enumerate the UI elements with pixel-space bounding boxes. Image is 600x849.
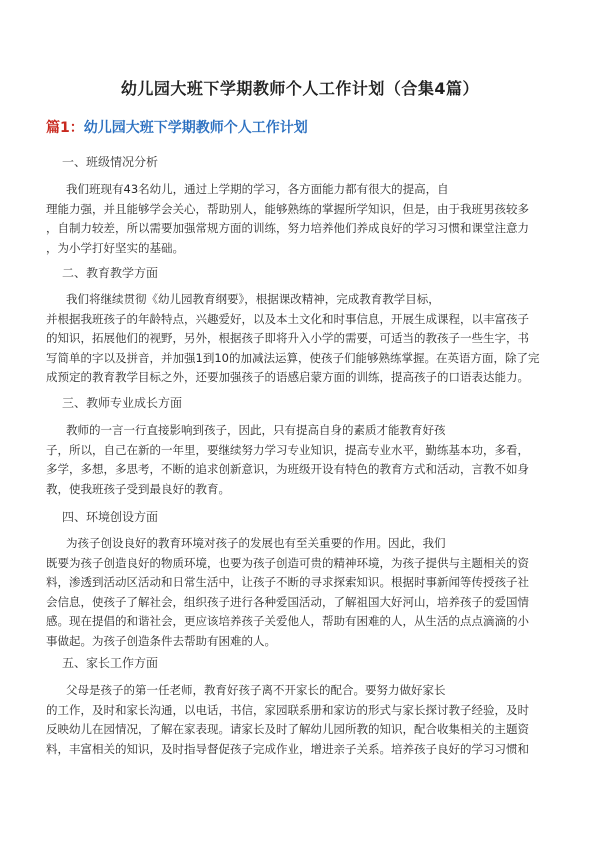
- paragraph-line: 教师的一言一行直接影响到孩子，因此，只有提高自身的素质才能教育好孩: [66, 423, 446, 437]
- paragraph-line: 成预定的教育教学目标之外，还要加强孩子的语感启蒙方面的训练，提高孩子的口语表达能力。: [46, 370, 529, 384]
- section-paragraph: [46, 290, 566, 388]
- paragraph-line: 为孩子创设良好的教育环境对孩子的发展也有至关重要的作用。因此，我们: [66, 536, 446, 550]
- paragraph-line: 多学，多想，多思考，不断的追求创新意识，为班级开设有特色的教育方式和活动，言教不如身: [46, 462, 529, 476]
- section-heading: 五、家长工作方面: [62, 656, 159, 670]
- paragraph-line: 既要为孩子创造良好的物质环境，也要为孩子创造可贵的精神环境，为孩子提供与主题相关的资: [46, 555, 529, 570]
- paragraph-line: 的知识，拓展他们的视野，另外，根据孩子即将升入小学的需要，可适当的教孩子一些生字，书: [46, 331, 529, 345]
- chapter-title: [46, 117, 308, 137]
- section-heading: 三、教师专业成长方面: [62, 396, 183, 410]
- paragraph-line: ，自制力较差，所以需要加强常规方面的训练，努力培养他们养成良好的学习习惯和课堂注意力: [46, 221, 529, 235]
- paragraph-line: 父母是孩子的第一任老师，教育好孩子离不开家长的配合。要努力做好家长: [66, 683, 446, 697]
- paragraph-line: 料，丰富相关的知识，及时指导督促孩子完成作业，增进亲子关系。培养孩子良好的学习习惯和: [46, 741, 529, 756]
- section-heading: 四、环境创设方面: [62, 510, 159, 524]
- paragraph-line: 反映幼儿在园情况，了解在家表现。请家长及时了解幼儿园所教的知识，配合收集相关的主题资: [46, 722, 529, 736]
- paragraph-line: 的工作，及时和家长沟通，以电话，书信，家园联系册和家访的形式与家长探讨教子经验，及时: [46, 702, 529, 717]
- paragraph-line: 并根据我班孩子的年龄特点，兴趣爱好，以及本土文化和时事信息，开展生成课程，以丰富孩子: [46, 311, 529, 326]
- paragraph-line: 子，所以，自己在新的一年里，要继续努力学习专业知识，提高专业水平，勤练基本功，多看，: [46, 442, 529, 457]
- document-title: 幼儿园大班下学期教师个人工作计划（合集4篇）: [120, 79, 480, 98]
- paragraph-line: 写简单的字以及拼音，并加强1到10的加减法运算，使孩子们能够熟练掌握。在英语方面，除了完: [46, 350, 540, 365]
- paragraph-line: ，为小学打好坚实的基础。: [46, 240, 184, 255]
- section-paragraph: [46, 180, 566, 258]
- section-paragraph: [46, 681, 566, 759]
- section-heading: 一、班级情况分析: [62, 155, 159, 169]
- section-paragraph: [46, 534, 566, 651]
- paragraph-line: 料，渗透到活动区活动和日常生活中，让孩子不断的寻求探索知识。根据时事新闻等传授孩子社: [46, 575, 529, 589]
- paragraph-line: 会信息，使孩子了解社会，组织孩子进行各种爱国活动，了解祖国大好河山，培养孩子的爱国情: [46, 594, 529, 609]
- paragraph-line: 事做起。为孩子创造条件去帮助有困难的人。: [46, 633, 276, 648]
- paragraph-line: 教，使我班孩子受到最良好的教育。: [46, 481, 230, 496]
- section-paragraph: [46, 421, 566, 499]
- paragraph-line: 我们班现有43名幼儿，通过上学期的学习，各方面能力都有很大的提高，自: [66, 182, 449, 196]
- chapter-prefix: 篇1：: [46, 120, 84, 136]
- section-heading: 二、教育教学方面: [62, 266, 159, 280]
- paragraph-line: 我们将继续贯彻《幼儿园教育纲要》，根据课改精神，完成教育教学目标，: [66, 292, 440, 306]
- chapter-name: 幼儿园大班下学期教师个人工作计划: [83, 120, 308, 136]
- paragraph-line: 感。现在提倡的和谐社会，更应该培养孩子关爱他人，帮助有困难的人，从生活的点点滴滴的小: [46, 614, 529, 628]
- paragraph-line: 理能力强，并且能够学会关心，帮助别人，能够熟练的掌握所学知识，但是，由于我班男孩较多: [46, 201, 529, 216]
